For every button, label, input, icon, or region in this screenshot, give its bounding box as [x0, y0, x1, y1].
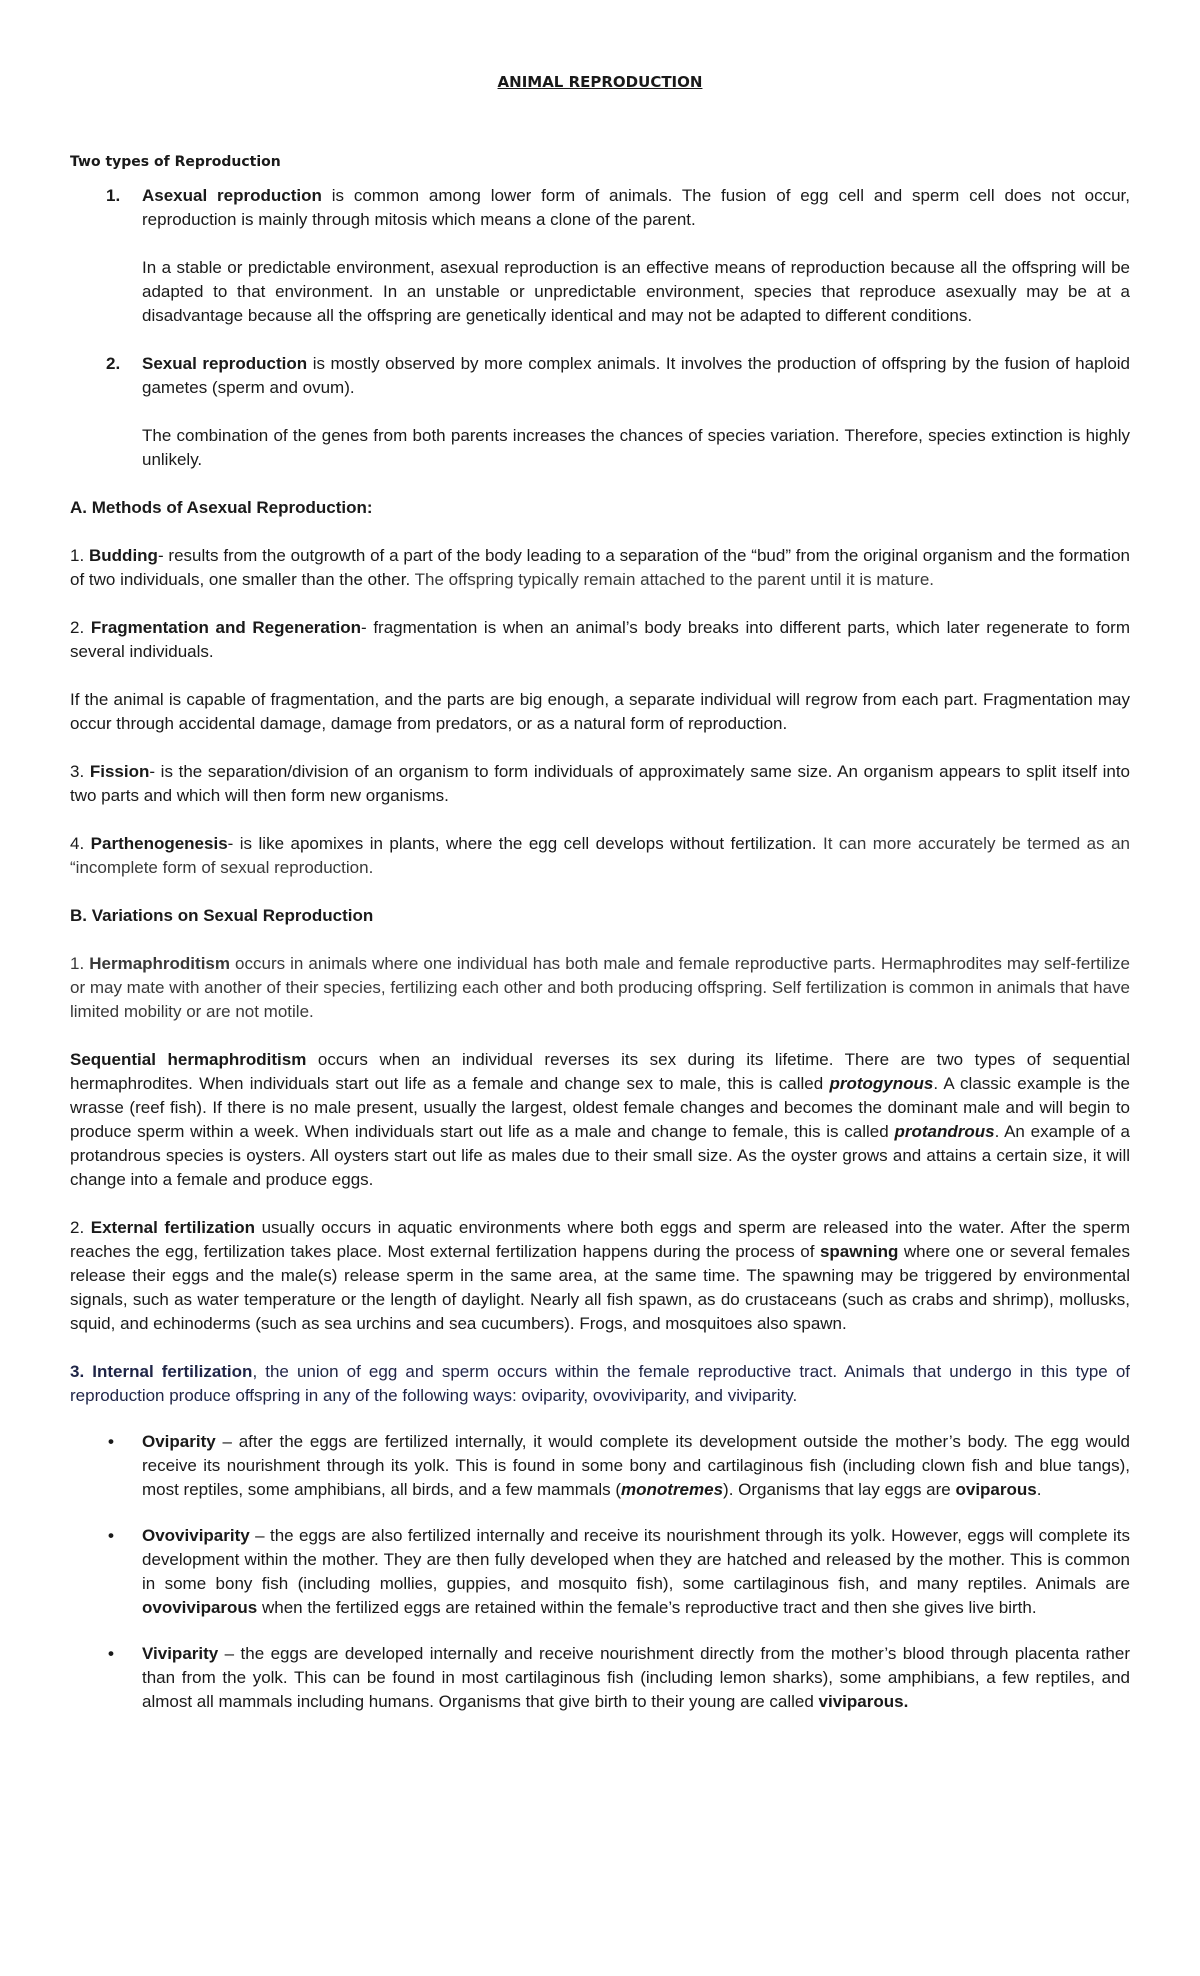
item-number: 1.	[70, 546, 90, 565]
term: Parthenogenesis	[90, 834, 228, 853]
term-protogynous: protogynous	[829, 1074, 934, 1093]
item-number: 4.	[70, 834, 91, 853]
paragraph-fragmentation-extra: If the animal is capable of fragmentation, and the parts are big enough, a separate individual will regrow from each part. Fragmentation may occur through accidental damage, damage from predators, or as a natural form of reproduction.	[70, 690, 1130, 733]
list-number: 2.	[106, 354, 121, 373]
list-item-asexual	[70, 184, 1130, 232]
text-grey: It can more accurately be termed as an “incomplete form of sexual reproduction.	[70, 834, 1130, 877]
text: – after the eggs are fertilized internally, it would complete its development outside the mother’s body. The egg would receive its nourishment through its yolk. This is found in some bony and cartilaginous fish (including clown fish and blue tangs), most reptiles, some amphibians, all birds, and a few mammals (	[142, 1432, 1130, 1499]
term: Oviparity	[142, 1432, 216, 1451]
bullet-icon: •	[108, 1526, 114, 1545]
text: is common among lower form of animals. The fusion of egg cell and sperm cell does not occur, reproduction is mainly through mitosis which means a clone of the parent.	[142, 186, 1130, 229]
paragraph	[142, 352, 1130, 400]
text: when the fertilized eggs are retained within the female’s reproductive tract and then she gives live birth.	[257, 1598, 1037, 1617]
text: . An example of a protandrous species is oysters. All oysters start out life as males due to their small size. As the oyster grows and attains a certain size, it will change into a female and produce eggs.	[70, 1122, 1130, 1189]
bullet-oviparity	[70, 1430, 1130, 1502]
item-number: 3.	[70, 762, 90, 781]
term-viviparous: viviparous.	[818, 1692, 909, 1711]
section-b-heading: B. Variations on Sexual Reproduction	[70, 906, 374, 925]
term-ovoviviparous: ovoviviparous	[142, 1598, 258, 1617]
bullet-ovoviviparity	[70, 1524, 1130, 1620]
text: usually occurs in aquatic environments where both eggs and sperm are released into the water. After the sperm reaches the egg, fertilization takes place. Most external fertilization happens during the process of	[70, 1218, 1130, 1261]
paragraph-sequential	[70, 1048, 1130, 1192]
bullet-icon: •	[108, 1432, 114, 1451]
page-title: ANIMAL REPRODUCTION	[497, 73, 703, 91]
paragraph-external	[70, 1216, 1130, 1336]
text: - results from the outgrowth of a part of the body leading to a separation of the “bud” from the original organism and the formation of two individuals, one smaller than the other.	[70, 546, 1130, 589]
term: Fragmentation and Regeneration	[90, 618, 362, 637]
paragraph-internal	[70, 1360, 1130, 1408]
term-protandrous: protandrous	[894, 1122, 995, 1141]
subtitle: Two types of Reproduction	[70, 154, 281, 170]
term: Asexual reproduction	[142, 186, 322, 205]
text: ). Organisms that lay eggs are	[723, 1480, 956, 1499]
paragraph-hermaphroditism	[70, 952, 1130, 1024]
term: Hermaphroditism	[89, 954, 230, 973]
text: – the eggs are also fertilized internally and receive its nourishment through its yolk. However, eggs will complete its development within the mother. They are then fully developed when they are hatched and released by the mother. This is common in some bony fish (including mollies, guppies, and mosquito fish), some cartilaginous fish, and many reptiles. Animals are	[142, 1526, 1130, 1593]
text: - fragmentation is when an animal’s body breaks into different parts, which later regenerate to form several individuals.	[70, 618, 1130, 661]
item-number: 2.	[70, 618, 91, 637]
term: Fission	[89, 762, 150, 781]
paragraph	[142, 1430, 1130, 1502]
term-monotremes: monotremes	[621, 1480, 724, 1499]
text: is mostly observed by more complex animals. It involves the production of offspring by the fusion of haploid gametes (sperm and ovum).	[142, 354, 1131, 397]
text: occurs in animals where one individual has both male and female reproductive parts. Hermaphrodites may self-fertilize or may mate with another of their species, fertilizing each other and both producing offspring. Self fertilization is common in animals that have limited mobility or are not motile.	[70, 954, 1130, 1021]
paragraph-sexual-extra: The combination of the genes from both parents increases the chances of species variation. Therefore, species extinction is highly unlikely.	[142, 426, 1130, 469]
section-a-heading: A. Methods of Asexual Reproduction:	[70, 498, 373, 517]
bullet-icon: •	[108, 1644, 114, 1663]
text: - is like apomixes in plants, where the egg cell develops without fertilization.	[227, 834, 817, 853]
text: , the union of egg and sperm occurs within the female reproductive tract. Animals that undergo in this type of reproduction produce offspring in any of the following ways: oviparity, ovoviviparity, and viviparity.	[70, 1362, 1130, 1405]
term-oviparous: oviparous	[955, 1480, 1037, 1499]
term: Budding	[89, 546, 158, 565]
paragraph-parthenogenesis	[70, 832, 1130, 880]
term: Sexual reproduction	[142, 354, 308, 373]
paragraph	[142, 1642, 1130, 1714]
text: – the eggs are developed internally and receive nourishment directly from the mother’s blood through placenta rather than from the yolk. This can be found in most cartilaginous fish (including lemon sharks), some amphibians, a few reptiles, and almost all mammals including humans. Organisms that give birth to their young are called	[142, 1644, 1130, 1711]
paragraph-asexual-extra: In a stable or predictable environment, asexual reproduction is an effective means of reproduction because all the offspring will be adapted to that environment. In an unstable or unpredictable environment, species that reproduce asexually may be at a disadvantage because all the offspring are genetically identical and may not be adapted to different conditions.	[142, 258, 1130, 325]
paragraph	[142, 184, 1130, 232]
text: .	[1036, 1480, 1042, 1499]
item-number: 2.	[70, 1218, 91, 1237]
list-item-sexual	[70, 352, 1130, 400]
text: occurs when an individual reverses its sex during its lifetime. There are two types of sequential hermaphrodites. When individuals start out life as a female and change sex to male, this is called	[70, 1050, 1130, 1093]
term-spawning: spawning	[819, 1242, 899, 1261]
paragraph-fragmentation	[70, 616, 1130, 664]
paragraph-budding	[70, 544, 1130, 592]
term: Ovoviviparity	[142, 1526, 250, 1545]
term: Viviparity	[142, 1644, 219, 1663]
text: - is the separation/division of an organism to form individuals of approximately same size. An organism appears to split itself into two parts and which will then form new organisms.	[70, 762, 1130, 805]
term: External fertilization	[90, 1218, 256, 1237]
paragraph	[142, 1524, 1130, 1620]
text-grey: The offspring typically remain attached to the parent until it is mature.	[410, 570, 935, 589]
text: . A classic example is the wrasse (reef fish). If there is no male present, usually the largest, oldest female changes and becomes the dominant male and will begin to produce sperm within a week. When individuals start out life as a male and change to female, this is called	[70, 1074, 1130, 1141]
term: 3. Internal fertilization	[70, 1362, 253, 1381]
paragraph-fission	[70, 760, 1130, 808]
text: where one or several females release their eggs and the male(s) release sperm in the same area, at the same time. The spawning may be triggered by environmental signals, such as water temperature or the length of daylight. Nearly all fish spawn, as do crustaceans (such as crabs and shrimp), mollusks, squid, and echinoderms (such as sea urchins and sea cucumbers). Frogs, and mosquitoes also spawn.	[70, 1242, 1131, 1333]
item-number: 1.	[70, 954, 90, 973]
list-number: 1.	[106, 186, 121, 205]
bullet-viviparity	[70, 1642, 1130, 1714]
term: Sequential hermaphroditism	[70, 1050, 307, 1069]
